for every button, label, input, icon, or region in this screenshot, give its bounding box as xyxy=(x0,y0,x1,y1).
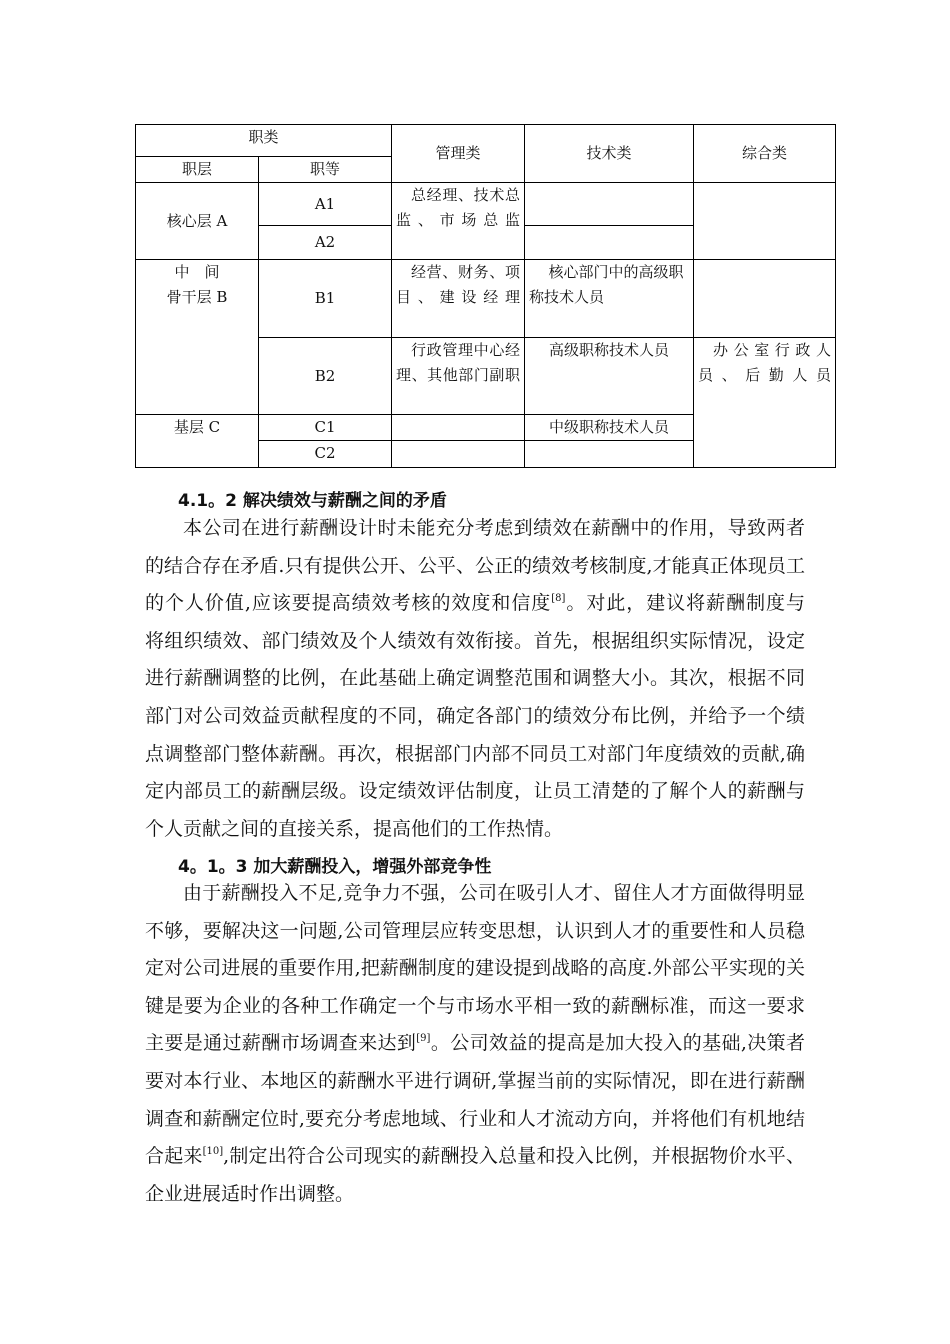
paragraph-line-part: ,制定出符合公司现实的薪酬投入总量和投入比例，并根据物价水平、 xyxy=(223,1145,805,1168)
section-412-heading: 4.1。2 解决绩效与薪酬之间的矛盾 xyxy=(178,491,447,511)
core-general xyxy=(694,183,836,260)
b1-management: 经营、财务、项目、建设经理 xyxy=(392,260,525,338)
paragraph-line: 要对本行业、本地区的薪酬水平进行调研,掌握当前的实际情况，即在进行薪酬 xyxy=(145,1069,805,1092)
header-category: 职类 xyxy=(136,125,392,157)
c2-management xyxy=(392,441,525,468)
paragraph-line-part: 的个人价值,应该要提高绩效考核的效度和信度 xyxy=(145,592,552,615)
header-level: 职层 xyxy=(136,157,259,183)
paragraph-line: 调查和薪酬定位时,要充分考虑地域、行业和人才流动方向，并将他们有机地结 xyxy=(145,1107,805,1130)
level-core: 核心层 A xyxy=(136,183,259,260)
grade-a2: A2 xyxy=(259,226,392,260)
citation-ref: [10] xyxy=(202,1146,224,1158)
paragraph-line: 本公司在进行薪酬设计时未能充分考虑到绩效在薪酬中的作用，导致两者 xyxy=(183,517,805,539)
header-general: 综合类 xyxy=(694,125,836,183)
core-technical-a2 xyxy=(525,226,694,260)
b2-general: 办公室行政人员、后勤人员 xyxy=(694,338,836,468)
citation-ref: [8] xyxy=(551,593,566,605)
paragraph-line: 定对公司进展的重要作用,把薪酬制度的建设提到战略的高度.外部公平实现的关 xyxy=(145,957,805,980)
b2-management: 行政管理中心经理、其他部门副职 xyxy=(392,338,525,415)
job-grade-table xyxy=(135,124,836,468)
paragraph-line: 将组织绩效、部门绩效及个人绩效有效衔接。首先，根据组织实际情况，设定 xyxy=(145,629,805,652)
header-management: 管理类 xyxy=(392,125,525,183)
grade-b2: B2 xyxy=(259,338,392,415)
paragraph-line: 点调整部门整体薪酬。再次，根据部门内部不同员工对部门年度绩效的贡献,确 xyxy=(145,742,805,765)
header-grade: 职等 xyxy=(259,157,392,183)
section-412-paragraph xyxy=(145,510,805,848)
paragraph-line-part: 。公司效益的提高是加大投入的基础,决策者 xyxy=(430,1032,805,1055)
paragraph-line-part: 主要是通过薪酬市场调查来达到 xyxy=(145,1032,417,1055)
grade-c2: C2 xyxy=(259,441,392,468)
core-management: 总经理、技术总监、市场总监 xyxy=(392,183,525,260)
paragraph-line xyxy=(145,1138,805,1176)
section-413-paragraph xyxy=(145,875,805,1213)
paragraph-line xyxy=(145,585,805,623)
level-base: 基层 C xyxy=(136,415,259,468)
grade-c1: C1 xyxy=(259,415,392,441)
paragraph-line xyxy=(145,1025,805,1063)
b1-general xyxy=(694,260,836,338)
level-middle-line2: 骨干层 B xyxy=(166,288,228,306)
level-middle xyxy=(136,260,259,415)
paragraph-line: 个人贡献之间的直接关系，提高他们的工作热情。 xyxy=(145,817,564,840)
b1-technical: 核心部门中的高级职称技术人员 xyxy=(525,260,694,338)
paragraph-line: 键是要为企业的各种工作确定一个与市场水平相一致的薪酬标准，而这一要求 xyxy=(145,994,805,1017)
b2-technical: 高级职称技术人员 xyxy=(525,338,694,415)
level-middle-line1: 中 间 xyxy=(174,263,220,281)
paragraph-line: 企业进展适时作出调整。 xyxy=(145,1182,355,1205)
paragraph-line: 由于薪酬投入不足,竞争力不强，公司在吸引人才、留住人才方面做得明显 xyxy=(183,882,805,904)
section-413-heading: 4。1。3 加大薪酬投入，增强外部竞争性 xyxy=(178,857,492,877)
c2-technical xyxy=(525,441,694,468)
paragraph-line: 部门对公司效益贡献程度的不同，确定各部门的绩效分布比例，并给予一个绩 xyxy=(145,704,805,727)
citation-ref: [9] xyxy=(416,1033,431,1045)
grade-b1: B1 xyxy=(259,260,392,338)
paragraph-line: 进行薪酬调整的比例，在此基础上确定调整范围和调整大小。其次，根据不同 xyxy=(145,667,805,690)
paragraph-line: 的结合存在矛盾.只有提供公开、公平、公正的绩效考核制度,才能真正体现员工 xyxy=(145,554,805,577)
header-technical: 技术类 xyxy=(525,125,694,183)
c1-management xyxy=(392,415,525,441)
c1-technical: 中级职称技术人员 xyxy=(525,415,694,441)
paragraph-line: 不够，要解决这一问题,公司管理层应转变思想，认识到人才的重要性和人员稳 xyxy=(145,919,805,942)
paragraph-line-part: 。对此，建议将薪酬制度与 xyxy=(565,592,805,615)
paragraph-line-part: 合起来 xyxy=(145,1145,203,1168)
core-technical-a1 xyxy=(525,183,694,226)
paragraph-line: 定内部员工的薪酬层级。设定绩效评估制度，让员工清楚的了解个人的薪酬与 xyxy=(145,780,805,803)
grade-a1: A1 xyxy=(259,183,392,226)
